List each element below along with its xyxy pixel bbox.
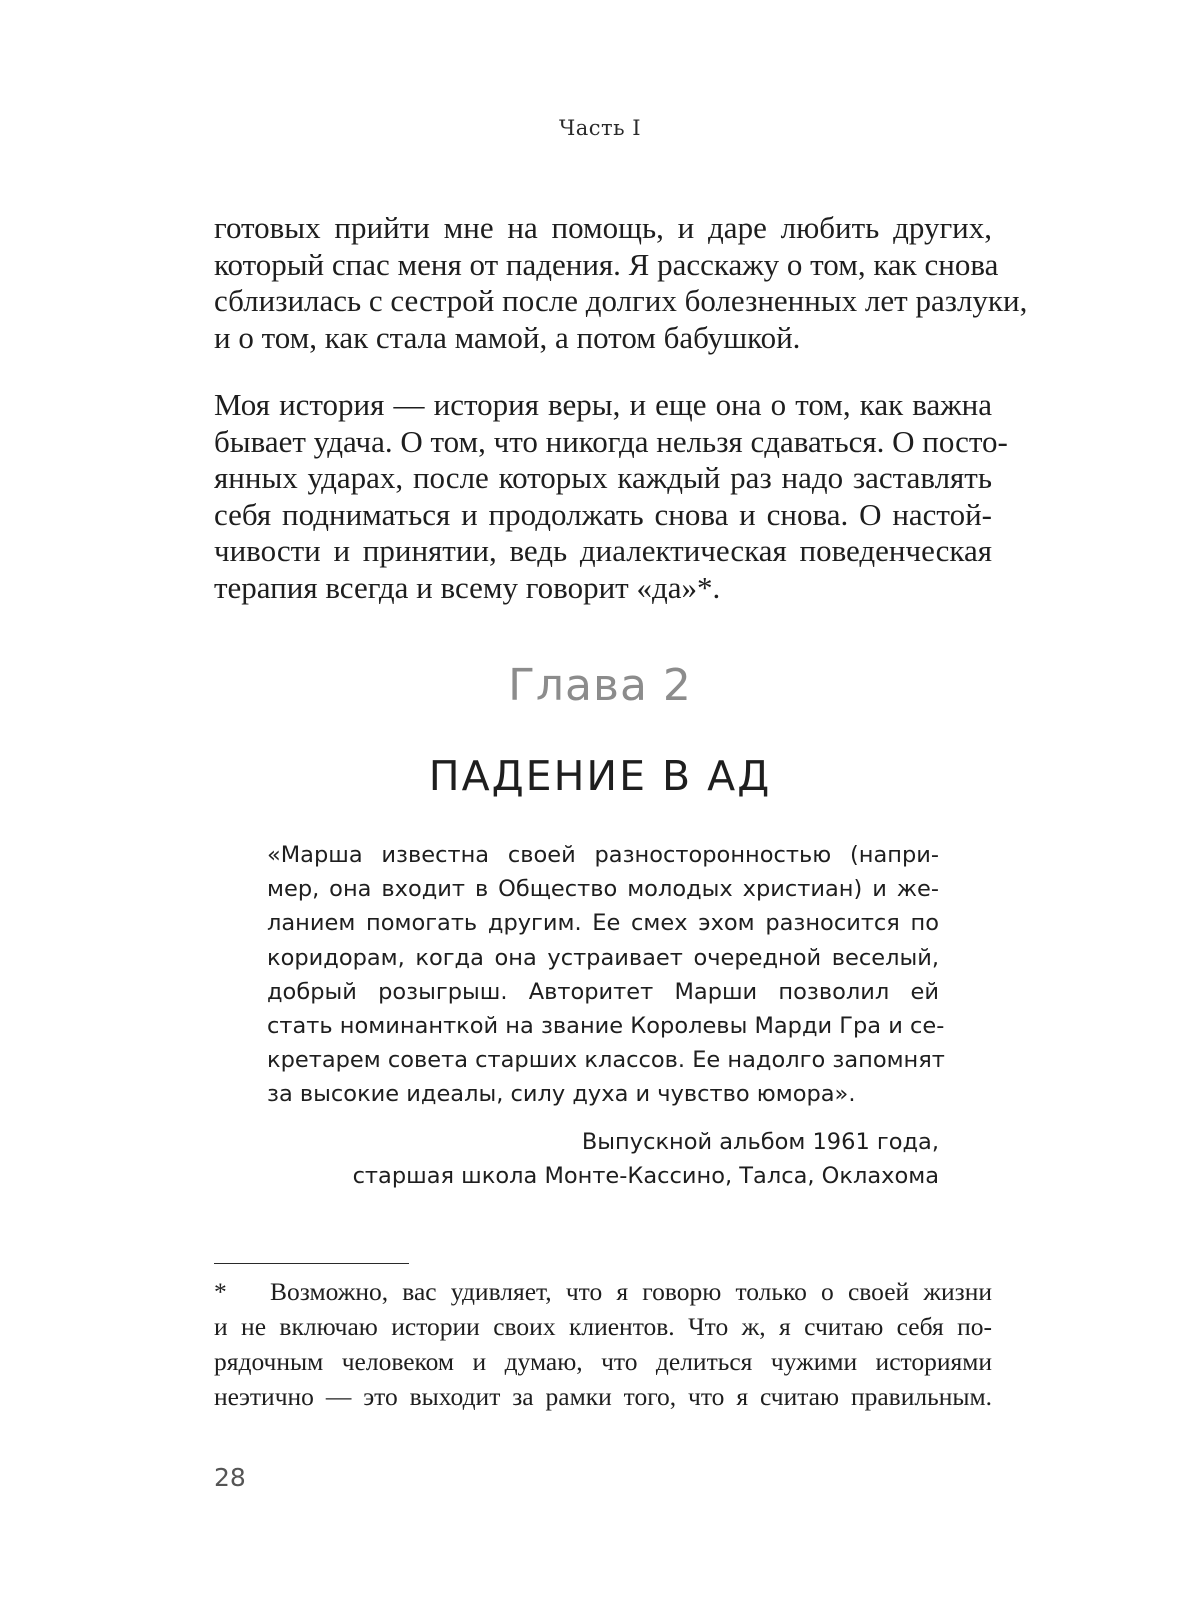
page-number: 28 [214, 1463, 246, 1492]
footnote-marker: * [214, 1277, 227, 1306]
footnote-line: рядочным человеком и думаю, что делиться чужими историями [214, 1347, 992, 1376]
footnote-first-line-text: Возможно, вас удивляет, что я говорю только о своей жизни [270, 1277, 992, 1306]
epigraph-line: за высокие идеалы, силу духа и чувство юмора». [267, 1081, 856, 1108]
running-head: Часть I [558, 116, 642, 140]
paragraph-line: сблизилась с сестрой после долгих болезненных лет разлуки, [214, 283, 1028, 318]
epigraph-line: стать номинанткой на звание Королевы Марди Гра и се- [267, 1013, 945, 1040]
footnote-line: неэтично — это выходит за рамки того, что я считаю правильным. [214, 1382, 992, 1411]
paragraph-line: терапия всегда и всему говорит «да»*. [214, 569, 721, 605]
paragraph-line: который спас меня от падения. Я расскажу о том, как снова [214, 246, 999, 282]
paragraph-2 [214, 387, 1008, 606]
paragraph-line: Моя история — история веры, и еще она о том, как важна [214, 387, 992, 422]
paragraph-line: чивости и принятии, ведь диалектическая поведенческая [214, 533, 992, 568]
epigraph-line: «Марша известна своей разносторонностью (напри- [267, 842, 939, 868]
footnote-line: и не включаю истории своих клиентов. Что ж, я считаю себя по- [214, 1312, 992, 1341]
epigraph-line: мер, она входит в Общество молодых христиан) и же- [267, 876, 939, 903]
epigraph-line: добрый розыгрыш. Авторитет Марши позволил ей [267, 978, 939, 1005]
paragraph-line: и о том, как стала мамой, а потом бабушкой. [214, 319, 801, 355]
paragraph-line: себя подниматься и продолжать снова и снова. О настой- [214, 496, 992, 532]
footnote-divider [214, 1263, 409, 1264]
epigraph-line: коридорам, когда она устраивает очередной веселый, [267, 944, 939, 971]
attribution-line: старшая школа Монте-Кассино, Талса, Оклахома [352, 1163, 939, 1190]
paragraph-line: бывает удача. О том, что никогда нельзя сдаваться. О посто- [214, 423, 1008, 459]
paragraph-line: янных ударах, после которых каждый раз надо заставлять [214, 460, 992, 495]
epigraph-line: кретарем совета старших классов. Ее надолго запомнят [267, 1047, 945, 1074]
paragraph-1 [214, 210, 1028, 356]
footnote-line [214, 1274, 992, 1309]
epigraph-line: ланием помогать другим. Ее смех эхом разносится по [267, 910, 939, 937]
attribution-line: Выпускной альбом 1961 года, [581, 1129, 939, 1155]
epigraph-attribution [267, 1125, 939, 1193]
epigraph [267, 838, 945, 1112]
paragraph-line: готовых прийти мне на помощь, и даре любить других, [214, 210, 992, 245]
chapter-title: ПАДЕНИЕ В АД [428, 752, 772, 800]
chapter-number: Глава 2 [508, 660, 692, 711]
footnote [214, 1274, 992, 1414]
